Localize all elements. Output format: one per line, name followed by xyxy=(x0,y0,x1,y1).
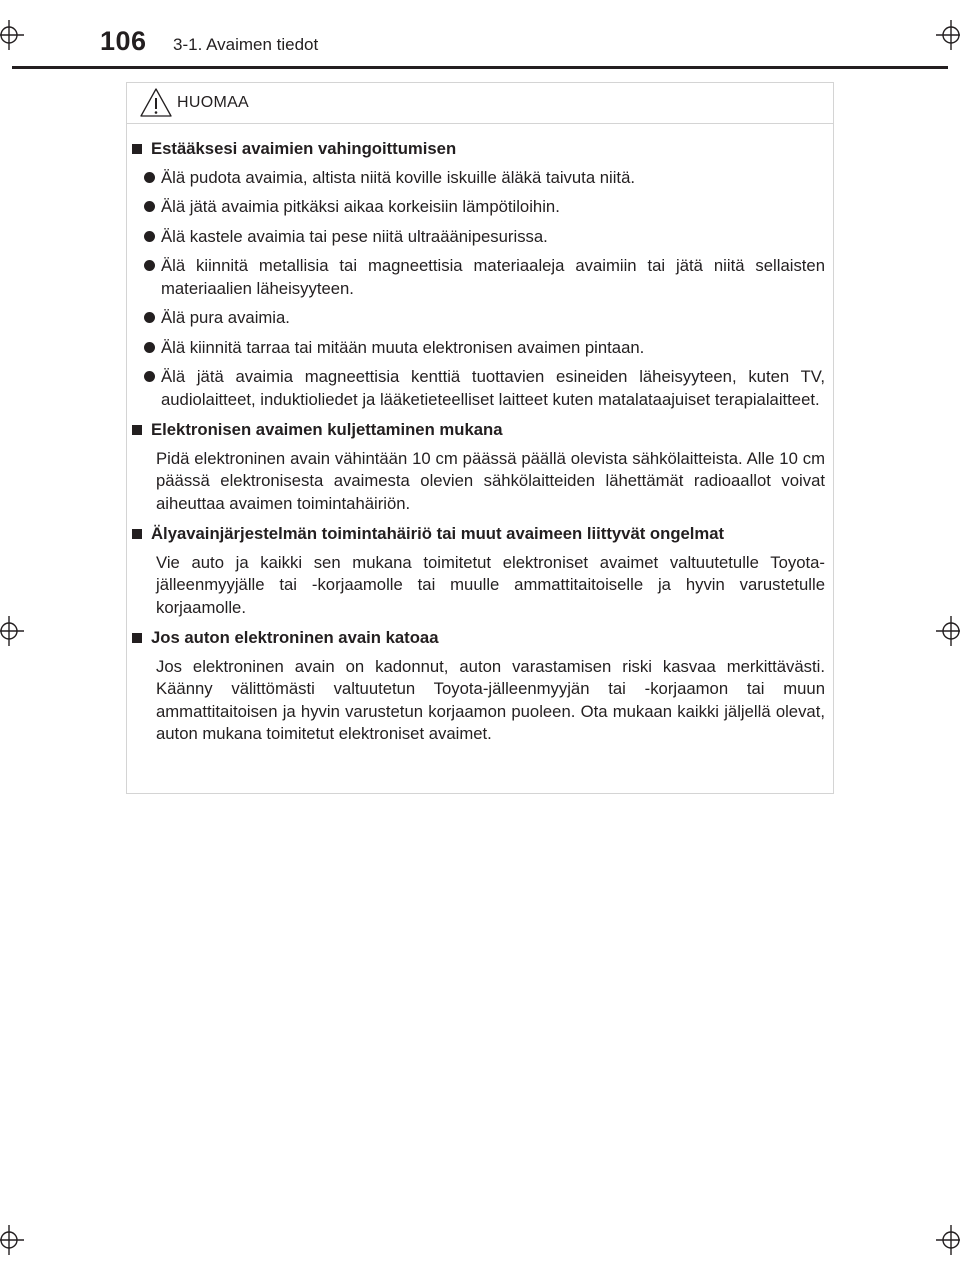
section-heading: Estääksesi avaimien vahingoittumisen xyxy=(151,139,457,158)
list-item: Älä jätä avaimia pitkäksi aikaa korkeisiin lämpötiloihin. xyxy=(132,196,825,219)
section-paragraph: Jos elektroninen avain on kadonnut, auton varastamisen riski kasvaa merkittävästi. Käänny välittömästi valtuutetun Toyota-jälleenmyyjän tai -korjaamon tai muun ammattitaitoisen ja hyvin varustetun korjaamon puoleen. Ota mukaan kaikki jäljellä olevat, auton mukana toimitetut elektroniset avaimet. xyxy=(156,656,825,743)
section-heading: Elektronisen avaimen kuljettaminen mukana xyxy=(151,420,503,439)
section-heading: Jos auton elektroninen avain katoaa xyxy=(151,628,439,647)
warning-triangle-icon xyxy=(139,86,173,120)
black-square-icon xyxy=(132,144,142,154)
list-item: Älä kiinnitä tarraa tai mitään muuta elektronisen avaimen pintaan. xyxy=(132,337,825,360)
list-item: Älä kiinnitä metallisia tai magneettisia materiaaleja avaimiin tai jätä niitä sellaisten materiaalien läheisyyteen. xyxy=(132,255,825,300)
section-paragraph: Vie auto ja kaikki sen mukana toimitetut elektroniset avaimet valtuutetulle Toyota-jälleenmyyjälle tai -korjaamolle tai muulle ammattitaitoiselle ja hyvin varustetulle korjaamolle. xyxy=(156,552,825,617)
section-heading: Älyavainjärjestelmän toimintahäiriö tai muut avaimeen liittyvät ongelmat xyxy=(151,524,725,543)
notice-section-carrying-key xyxy=(132,419,825,515)
list-item: Älä pudota avaimia, altista niitä koville iskuille äläkä taivuta niitä. xyxy=(132,167,825,190)
registration-crosshair-icon xyxy=(936,1225,960,1255)
page-number: 106 xyxy=(100,26,147,56)
registration-crosshair-icon xyxy=(0,1225,24,1255)
black-square-icon xyxy=(132,425,142,435)
notice-box xyxy=(126,82,834,794)
notice-label: HUOMAA xyxy=(177,94,250,111)
notice-section-key-damage xyxy=(132,138,825,411)
black-circle-icon xyxy=(144,371,155,382)
black-circle-icon xyxy=(144,342,155,353)
black-circle-icon xyxy=(144,231,155,242)
registration-crosshair-icon xyxy=(0,616,24,646)
black-circle-icon xyxy=(144,172,155,183)
list-item: Älä jätä avaimia magneettisia kenttiä tuottavien esineiden läheisyyteen, kuten TV, audiolaitteet, induktioliedet ja lääketieteelliset laitteet kuten matalataajuiset terapialaitteet. xyxy=(132,366,825,411)
black-circle-icon xyxy=(144,201,155,212)
section-title: 3-1. Avaimen tiedot xyxy=(173,35,319,54)
black-circle-icon xyxy=(144,312,155,323)
header-divider xyxy=(12,66,948,69)
notice-section-smart-key-malfunction xyxy=(132,523,825,619)
section-paragraph: Pidä elektroninen avain vähintään 10 cm päässä päällä olevista sähkölaitteista. Alle 10 cm päässä elektronisesta avaimesta olevien sähkölaitteiden lähettämät radioaallot voivat aiheuttaa avaimen toimintahäiriön. xyxy=(156,448,825,513)
black-square-icon xyxy=(132,529,142,539)
list-item: Älä kastele avaimia tai pese niitä ultraäänipesurissa. xyxy=(132,226,825,249)
notice-section-lost-key xyxy=(132,627,825,746)
black-square-icon xyxy=(132,633,142,643)
registration-crosshair-icon xyxy=(936,616,960,646)
notice-body xyxy=(127,124,833,746)
registration-crosshair-icon xyxy=(936,20,960,50)
precaution-list xyxy=(132,167,825,412)
list-item: Älä pura avaimia. xyxy=(132,307,825,330)
notice-header xyxy=(127,83,833,124)
black-circle-icon xyxy=(144,260,155,271)
registration-crosshair-icon xyxy=(0,20,24,50)
